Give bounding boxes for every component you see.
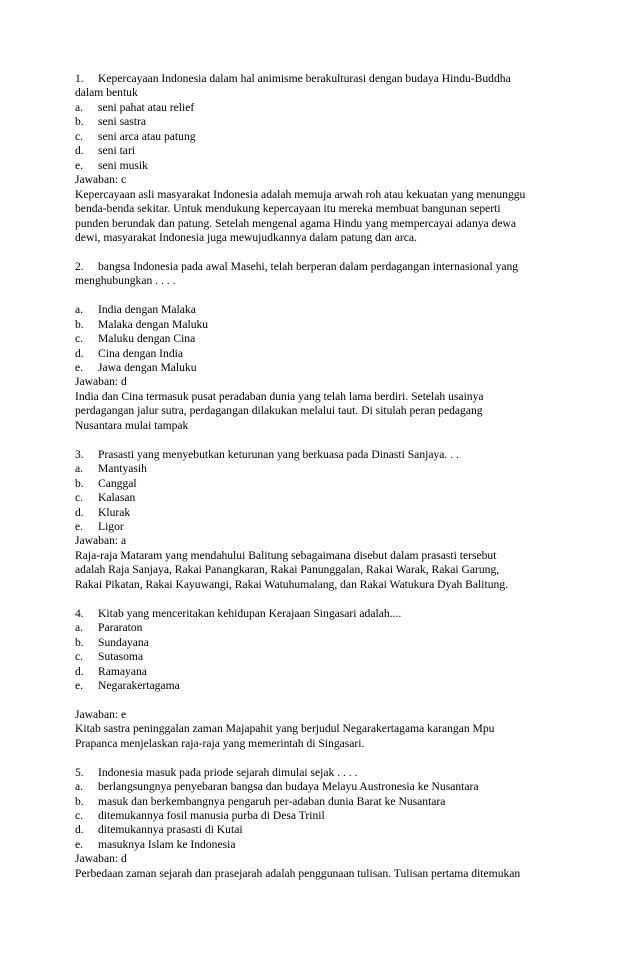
answer: Jawaban: d	[75, 375, 127, 389]
option-c: c. Maluku dengan Cina	[75, 332, 196, 346]
question-4	[75, 607, 570, 752]
question-number: 2.	[75, 259, 84, 273]
explanation-line: Perbedaan zaman sejarah dan prasejarah adalah penggunaan tulisan. Tulisan pertama ditemukan	[75, 866, 521, 880]
explanation-line: perdagangan jalur sutra, perdagangan dilakukan melalui taut. Di situlah peran pedagang	[75, 404, 483, 418]
explanation-line: India dan Cina termasuk pusat peradaban dunia yang telah lama berdiri. Setelah usainya	[75, 389, 484, 403]
explanation-line: Raja-raja Mataram yang mendahului Balitung sebagaimana disebut dalam prasasti tersebut	[75, 548, 497, 562]
explanation-line: punden berundak dan patung. Setelah mengenal agama Hindu yang mempercayai adanya dewa	[75, 216, 517, 230]
option-a: a. India dengan Malaka	[75, 303, 196, 317]
question-number: 4.	[75, 606, 84, 620]
question-text-line	[75, 72, 570, 86]
question-text-line	[75, 607, 570, 621]
spacer	[75, 751, 570, 765]
explanation-line: dewi, masyarakat Indonesia juga mewujudkannya dalam patung dan arca.	[75, 230, 417, 244]
question-text: Prasasti yang menyebutkan keturunan yang berkuasa pada Dinasti Sanjaya. . .	[98, 447, 459, 461]
question-text-line	[75, 448, 570, 462]
option-b: b. masuk dan berkembangnya pengaruh per-adaban dunia Barat ke Nusantara	[75, 794, 446, 808]
option-a: a. berlangsungnya penyebaran bangsa dan budaya Melayu Austronesia ke Nusantara	[75, 780, 479, 794]
question-text-line: menghubungkan . . . .	[75, 274, 176, 288]
question-text: bangsa Indonesia pada awal Masehi, telah berperan dalam perdagangan internasional yang	[98, 259, 519, 273]
question-2	[75, 260, 570, 433]
question-5	[75, 766, 570, 882]
option-e: e. seni musik	[75, 158, 148, 172]
option-e: e. Ligor	[75, 520, 124, 533]
option-d: d. Ramayana	[75, 664, 147, 678]
spacer	[75, 693, 570, 707]
question-text-line: dalam bentuk	[75, 86, 138, 100]
spacer	[75, 592, 570, 606]
option-c: c. seni arca atau patung	[75, 129, 196, 143]
spacer	[75, 245, 570, 259]
option-c: c. Sutasoma	[75, 650, 144, 664]
option-a: a. Pararaton	[75, 621, 143, 635]
option-d: d. seni tari	[75, 144, 136, 158]
explanation-line: benda-benda sekitar. Untuk mendukung kepercayaan itu mereka membuat bangunan seperti	[75, 202, 501, 216]
question-3	[75, 448, 570, 593]
option-d: d. Cina dengan India	[75, 346, 183, 360]
question-text-line	[75, 260, 570, 274]
spacer	[75, 289, 570, 303]
explanation-line: Kepercayaan asli masyarakat Indonesia adalah memuja arwah roh atau kekuatan yang menunggu	[75, 187, 526, 201]
document-content	[75, 72, 570, 881]
explanation-line: Rakai Pikatan, Rakai Kayuwangi, Rakai Watuhumalang, dan Rakai Watukura Dyah Balitung.	[75, 577, 509, 591]
option-a: a. seni pahat atau relief	[75, 100, 195, 114]
option-b: b. seni sastra	[75, 115, 146, 129]
explanation-line: Kitab sastra peninggalan zaman Majapahit yang berjudul Negarakertagama karangan Mpu	[75, 722, 495, 736]
question-number: 5.	[75, 765, 84, 779]
answer: Jawaban: c	[75, 173, 127, 187]
question-number: 3.	[75, 447, 84, 461]
answer: Jawaban: e	[75, 707, 127, 721]
question-text-line	[75, 766, 570, 780]
option-b: b. Malaka dengan Maluku	[75, 317, 209, 331]
option-c: c. Kalasan	[75, 491, 136, 505]
question-number: 1.	[75, 72, 84, 85]
option-e: e. Jawa dengan Maluku	[75, 361, 197, 375]
option-d: d. ditemukannya prasasti di Kutai	[75, 823, 243, 837]
answer: Jawaban: a	[75, 534, 127, 548]
question-text: Kepercayaan Indonesia dalam hal animisme berakulturasi dengan budaya Hindu-Buddha	[98, 72, 511, 85]
option-e: e. masuknya Islam ke Indonesia	[75, 837, 236, 851]
question-text: Indonesia masuk pada priode sejarah dimulai sejak . . . .	[98, 765, 358, 779]
explanation-line: adalah Raja Sanjaya, Rakai Panangkaran, Rakai Panunggalan, Rakai Warak, Rakai Garung,	[75, 563, 500, 577]
question-1	[75, 72, 570, 245]
option-c: c. ditemukannya fosil manusia purba di Desa Trinil	[75, 809, 325, 823]
option-b: b. Canggal	[75, 476, 137, 490]
explanation-line: Prapanca menjelaskan raja-raja yang memerintah di Singasari.	[75, 736, 365, 750]
option-d: d. Klurak	[75, 505, 131, 519]
option-e: e. Negarakertagama	[75, 678, 180, 692]
option-b: b. Sundayana	[75, 635, 149, 649]
option-a: a. Mantyasih	[75, 462, 147, 476]
question-text: Kitab yang menceritakan kehidupan Kerajaan Singasari adalah....	[98, 606, 402, 620]
spacer	[75, 433, 570, 447]
explanation-line: Nusantara mulai tampak	[75, 418, 189, 432]
answer: Jawaban: d	[75, 852, 127, 866]
